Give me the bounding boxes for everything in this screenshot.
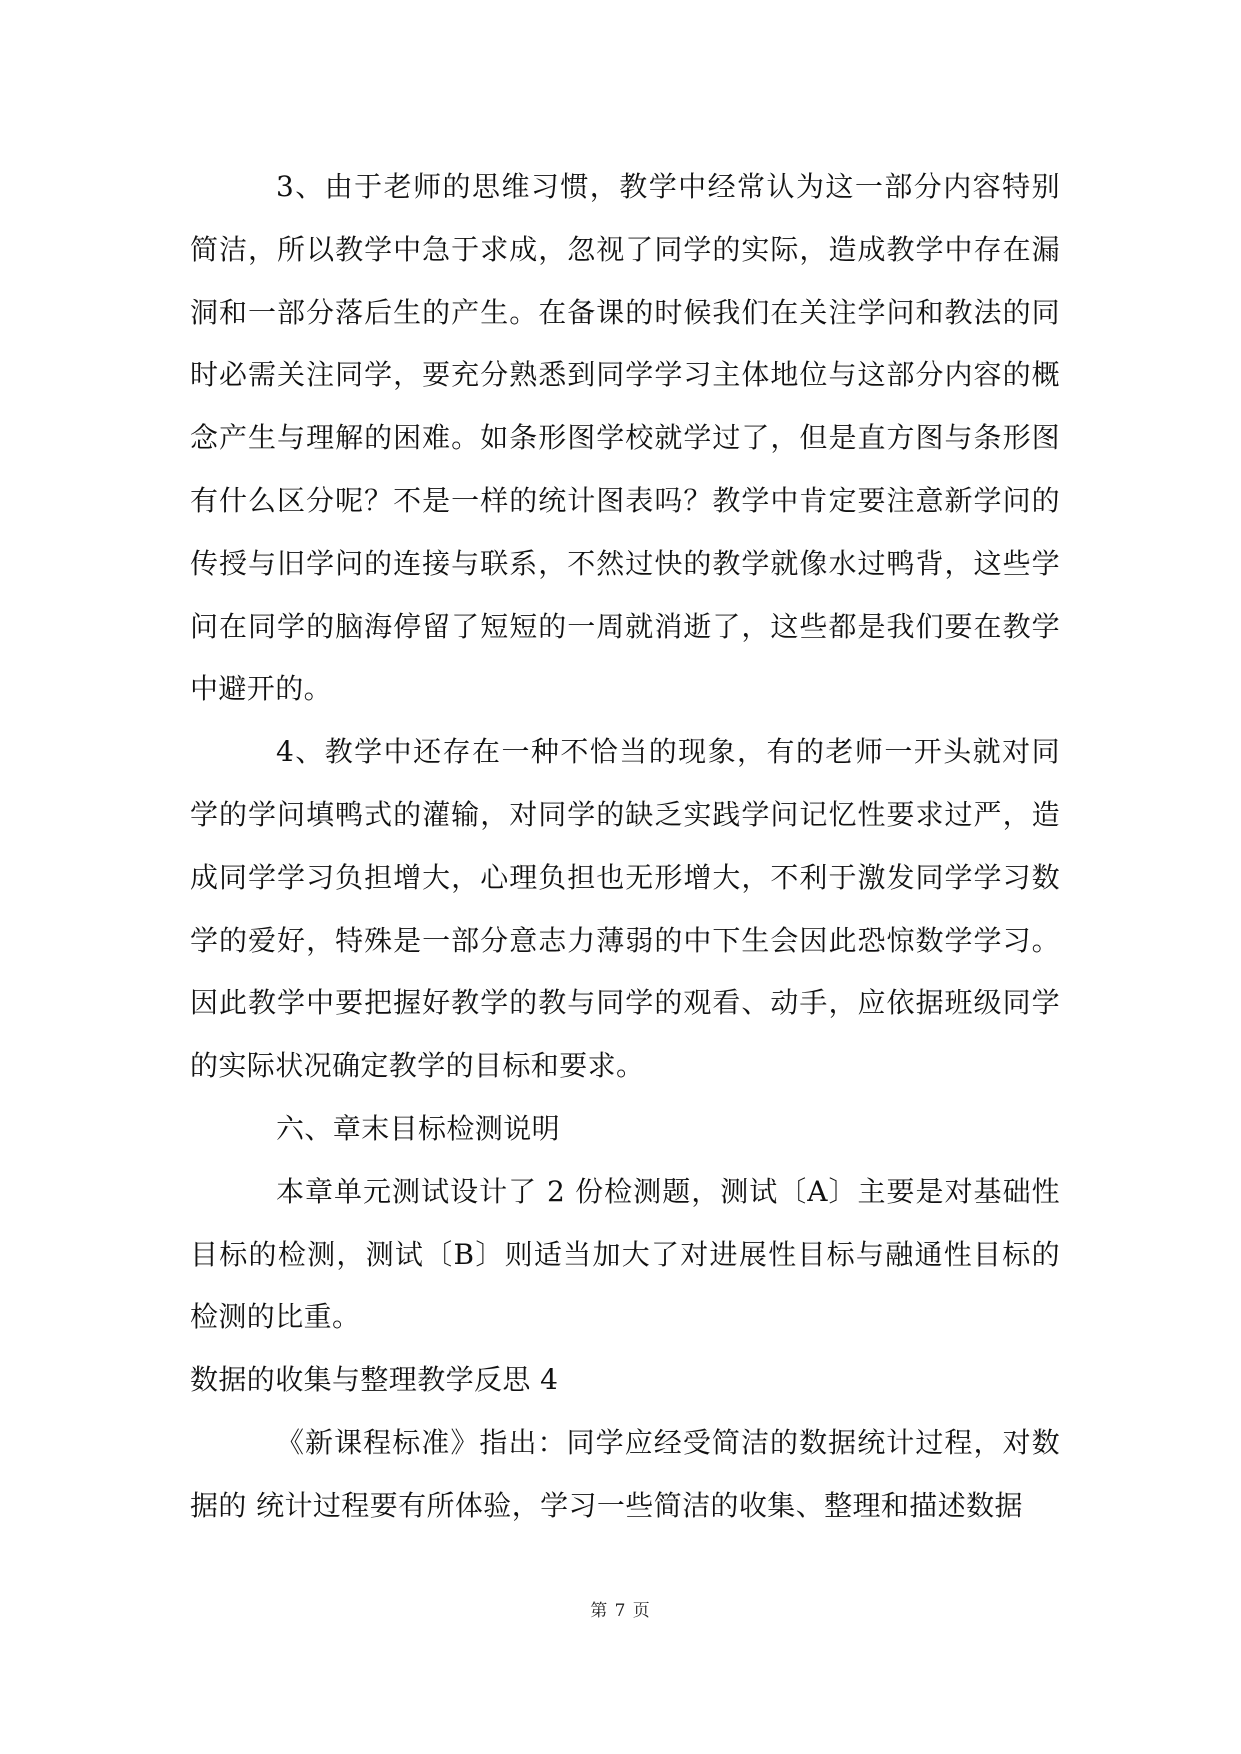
paragraph-point-4: 4、教学中还存在一种不恰当的现象，有的老师一开头就对同学的学问填鸭式的灌输，对同学的缺乏实践学问记忆性要求过严，造成同学学习负担增大，心理负担也无形增大，不利于激发同学学习数学的爱好，特殊是一部分意志力薄弱的中下生会因此恐惊数学学习。因此教学中要把握好教学的教与同学的观看、动手，应依据班级同学的实际状况确定教学的目标和要求。 <box>190 735 1060 1083</box>
paragraph-point-3: 3、由于老师的思维习惯，教学中经常认为这一部分内容特别简洁，所以教学中急于求成，忽视了同学的实际，造成教学中存在漏洞和一部分落后生的产生。在备课的时候我们在关注学问和教法的同时必需关注同学，要充分熟悉到同学学习主体地位与这部分内容的概念产生与理解的困难。如条形图学校就学过了，但是直方图与条形图有什么区分呢？不是一样的统计图表吗？教学中肯定要注意新学问的传授与旧学问的连接与联系，不然过快的教学就像水过鸭背，这些学问在同学的脑海停留了短短的一周就消逝了，这些都是我们要在教学中避开的。 <box>190 170 1060 706</box>
document-body <box>190 156 1060 1538</box>
section-heading-six: 六、章末目标检测说明 <box>276 1111 561 1145</box>
paragraph-curriculum-standard: 《新课程标准》指出：同学应经受简洁的数据统计过程，对数据的 统计过程要有所体验，学习一些简洁的收集、整理和描述数据 <box>190 1425 1060 1522</box>
article-heading: 数据的收集与整理教学反思 4 <box>190 1363 559 1397</box>
paragraph-test-description: 本章单元测试设计了 2 份检测题，测试〔A〕主要是对基础性目标的检测，测试〔B〕则适当加大了对进展性目标与融通性目标的检测的比重。 <box>190 1174 1060 1334</box>
page-number: 第 7 页 <box>590 1601 651 1621</box>
